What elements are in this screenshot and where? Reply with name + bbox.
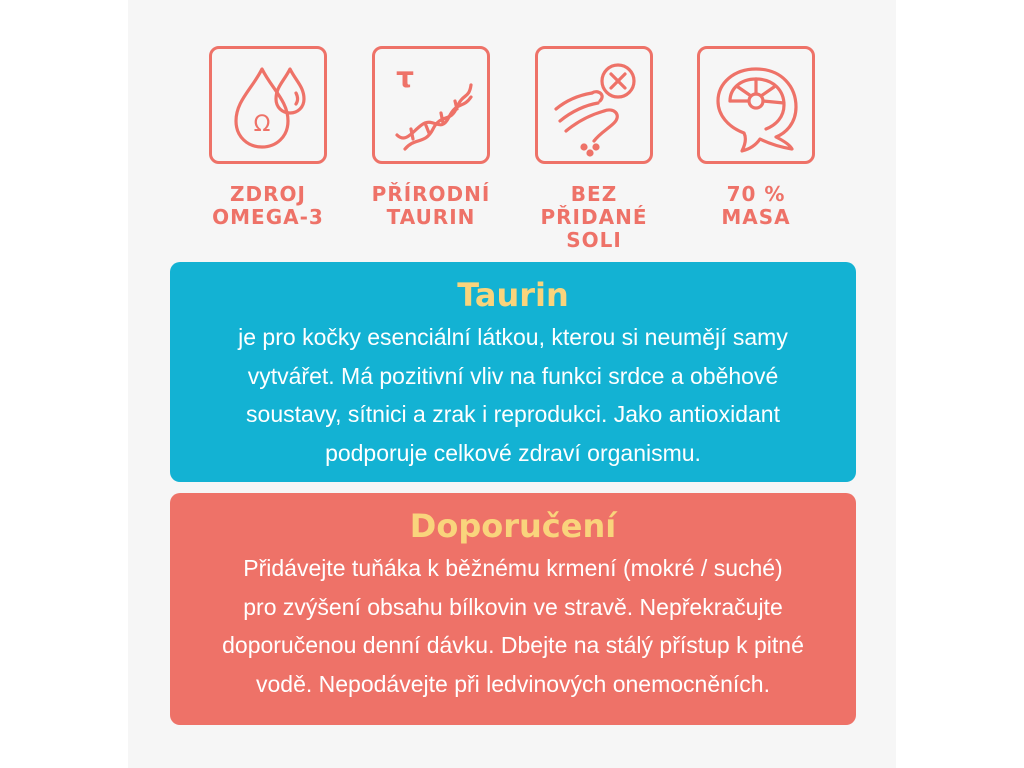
text-line: pro zvýšení obsahu bílkovin ve stravě. Nepřekračujte bbox=[243, 593, 783, 620]
label-line: ZDROJ bbox=[230, 182, 306, 206]
label-line: OMEGA-3 bbox=[212, 205, 324, 229]
label-meat bbox=[671, 183, 841, 229]
omega-drops-icon bbox=[209, 46, 327, 164]
taurin-info-card bbox=[170, 262, 856, 482]
label-line: 70 % bbox=[726, 182, 786, 206]
tau-glyph: τ bbox=[396, 61, 414, 94]
label-line: TAURIN bbox=[386, 205, 476, 229]
label-omega bbox=[183, 183, 353, 229]
no-salt-hand-icon bbox=[535, 46, 653, 164]
label-taurine bbox=[346, 183, 516, 229]
label-line: SOLI bbox=[566, 228, 622, 252]
label-line: PŘIDANÉ bbox=[540, 205, 648, 229]
label-no-salt bbox=[509, 183, 679, 252]
text-line: je pro kočky esenciální látkou, kterou si neumějí samy bbox=[238, 324, 788, 350]
label-line: BEZ bbox=[570, 182, 618, 206]
text-line: soustavy, sítnici a zrak i reprodukci. Jako antioxidant bbox=[246, 401, 780, 427]
text-line: vytvářet. Má pozitivní vliv na funkci srdce a oběhové bbox=[247, 362, 779, 389]
text-line: Přidávejte tuňáka k běžnému krmení (mokré / suché) bbox=[243, 555, 783, 581]
text-line: vodě. Nepodávejte při ledvinových onemocněních. bbox=[256, 670, 770, 697]
taurin-title: Taurin bbox=[457, 276, 569, 314]
label-line: PŘÍRODNÍ bbox=[371, 182, 491, 206]
fish-steak-icon bbox=[697, 46, 815, 164]
recommendation-card bbox=[170, 493, 856, 725]
label-line: MASA bbox=[721, 205, 791, 229]
taurine-helix-icon bbox=[372, 46, 490, 164]
recommendation-title: Doporučení bbox=[409, 507, 617, 545]
recommendation-description bbox=[190, 549, 836, 703]
taurin-description bbox=[190, 318, 836, 472]
text-line: podporuje celkové zdraví organismu. bbox=[325, 439, 701, 466]
text-line: doporučenou denní dávku. Dbejte na stálý přístup k pitné bbox=[222, 632, 804, 658]
omega-glyph: Ω bbox=[253, 112, 271, 137]
